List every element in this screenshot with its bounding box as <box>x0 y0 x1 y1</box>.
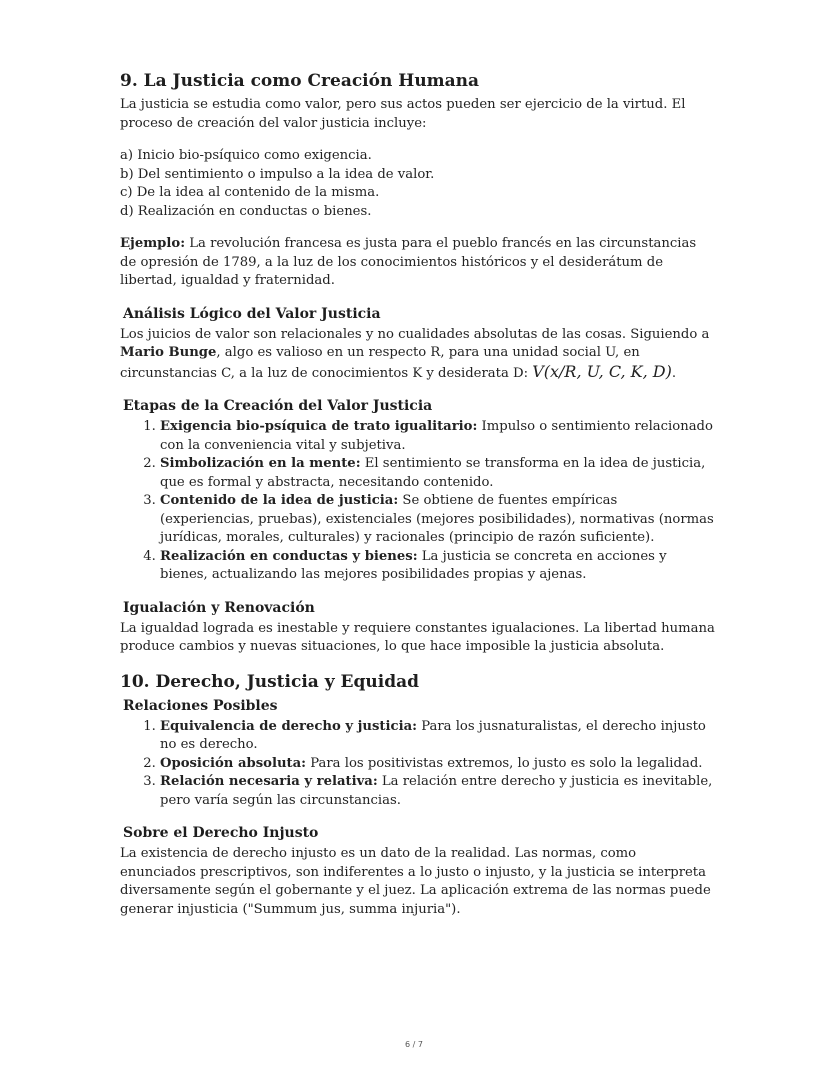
relations-title: Relaciones Posibles <box>123 697 278 714</box>
item-text: La relación entre derecho y justicia es inevitable, pero varía según las circunstancias. <box>160 774 713 808</box>
item-label: Equivalencia de derecho y justicia: <box>160 718 417 734</box>
item-text: Para los jusnaturalistas, el derecho injusto no es derecho. <box>160 718 706 752</box>
unjust-law-title: Sobre el Derecho Injusto <box>123 825 319 841</box>
item-label: Relación necesaria y relativa: <box>160 774 378 789</box>
list-item <box>160 492 715 548</box>
analysis-end: . <box>671 365 677 381</box>
list-item: c) De la idea al contenido de la misma. <box>120 185 380 200</box>
stages-list <box>120 418 715 585</box>
equalization-text: La igualdad lograda es inestable y requiere constantes igualaciones. La libertad humana produce cambios y nuevas situaciones, lo que hace imposible la justicia absoluta. <box>120 620 715 654</box>
analysis-text: Los juicios de valor son relacionales y no cualidades absolutas de las cosas. Siguiendo a <box>120 326 710 342</box>
equalization-title: Igualación y Renovación <box>123 599 315 616</box>
stages-title: Etapas de la Creación del Valor Justicia <box>123 398 433 414</box>
item-text: El sentimiento se transforma en la idea de justicia, que es formal y abstracta, necesitando contenido. <box>160 456 706 490</box>
list-item <box>160 418 715 455</box>
item-text: La justicia se concreta en acciones y bienes, actualizando las mejores posibilidades propias y ajenas. <box>160 548 667 582</box>
item-text: Se obtiene de fuentes empíricas (experiencias, pruebas), existenciales (mejores posibilidades), normativas (normas jurídicas, morales, culturales) y racionales (principio de razón suficiente). <box>160 493 714 545</box>
creation-process-list <box>120 147 715 221</box>
page-number: 6 / 7 <box>405 1040 423 1049</box>
section-9-title: 9. La Justicia como Creación Humana <box>120 71 480 91</box>
list-item <box>160 548 715 585</box>
example-text: La revolución francesa es justa para el pueblo francés en las circunstancias de opresión de 1789, a la luz de los conocimientos históricos y el desiderátum de libertad, igualdad y fraternidad. <box>120 236 697 288</box>
list-item <box>160 455 715 492</box>
analysis-text: , algo es valioso en un respecto R, para una unidad social U, en circunstancias C, a la luz de conocimientos K y desiderata D: <box>120 345 640 381</box>
section-9-intro: La justicia se estudia como valor, pero sus actos pueden ser ejercicio de la virtud. El proceso de creación del valor justicia incluye: <box>120 97 686 131</box>
item-label: Exigencia bio-psíquica de trato igualitario: <box>160 419 478 434</box>
item-label: Realización en conductas y bienes: <box>160 548 418 564</box>
document-page <box>120 70 715 919</box>
section-10-title: 10. Derecho, Justicia y Equidad <box>120 671 419 692</box>
unjust-law-text: La existencia de derecho injusto es un dato de la realidad. Las normas, como enunciados prescriptivos, son indiferentes a lo justo o injusto, y la justicia se interpreta diversamente según el gobernante y el juez. La aplicación extrema de las normas puede generar injusticia ("Summum jus, summa injuria"). <box>120 846 711 917</box>
list-item: d) Realización en conductas o bienes. <box>120 203 372 219</box>
value-formula: V(x/R, U, C, K, D) <box>532 361 672 381</box>
analysis-paragraph <box>120 326 715 384</box>
list-item: a) Inicio bio-psíquico como exigencia. <box>120 148 372 163</box>
item-label: Simbolización en la mente: <box>160 456 361 471</box>
item-label: Contenido de la idea de justicia: <box>160 493 399 508</box>
example-label: Ejemplo: <box>120 236 186 251</box>
analysis-title: Análisis Lógico del Valor Justicia <box>123 305 381 322</box>
item-text: Impulso o sentimiento relacionado con la conveniencia vital y subjetiva. <box>160 419 713 453</box>
list-item <box>160 718 715 755</box>
author-name: Mario Bunge <box>120 345 217 360</box>
item-label: Oposición absoluta: <box>160 755 307 771</box>
list-item: b) Del sentimiento o impulso a la idea de valor. <box>120 166 435 182</box>
relations-list <box>120 718 715 811</box>
example-paragraph <box>120 235 715 291</box>
list-item <box>160 755 715 774</box>
item-text: Para los positivistas extremos, lo justo es solo la legalidad. <box>306 755 703 771</box>
list-item <box>160 773 715 810</box>
